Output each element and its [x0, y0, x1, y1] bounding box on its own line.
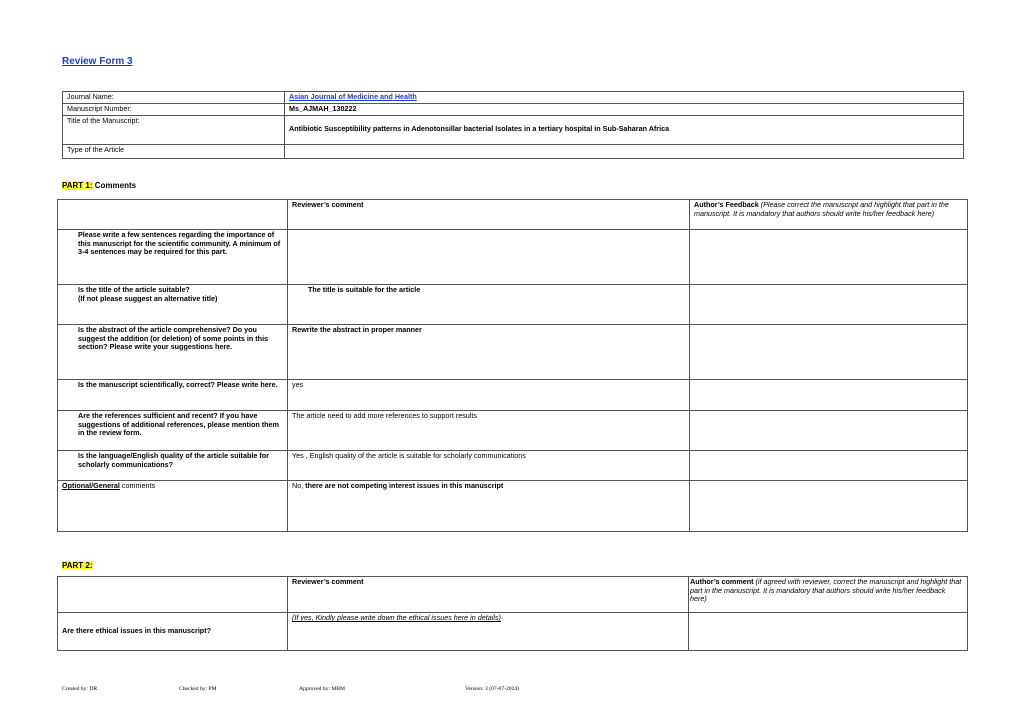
- part1-comments-table: [57, 199, 968, 532]
- ethical-issues-question: Are there ethical issues in this manuscript?: [58, 613, 288, 651]
- optional-comments-label: [58, 481, 288, 532]
- part1-label-highlight: PART 1:: [62, 181, 93, 190]
- author-feedback-scientific[interactable]: [690, 380, 968, 411]
- form-title[interactable]: Review Form 3: [62, 56, 133, 67]
- reviewer-comment-language[interactable]: Yes , English quality of the article is suitable for scholarly communications: [288, 451, 690, 481]
- part2-reviewer-header: Reviewer’s comment: [288, 577, 689, 613]
- manuscript-number-label: Manuscript Number:: [63, 104, 285, 116]
- author-feedback-importance[interactable]: [690, 230, 968, 285]
- part2-author-header-bold: Author’s comment: [690, 577, 754, 586]
- optional-label-bold: Optional/General: [62, 481, 120, 490]
- author-feedback-language[interactable]: [690, 451, 968, 481]
- manuscript-title-value: Antibiotic Susceptibility patterns in Adenotonsillar bacterial Isolates in a tertiary hospital in Sub-Saharan Africa: [285, 116, 964, 145]
- reviewer-comment-abstract[interactable]: Rewrite the abstract in proper manner: [288, 325, 690, 380]
- footer-approved-by: Approved by: MBM: [299, 686, 345, 692]
- optional-comment-bold: there are not competing interest issues in this manuscript: [305, 481, 504, 490]
- part2-author-header: [689, 577, 968, 613]
- question-scientific: Is the manuscript scientifically, correct? Please write here.: [58, 380, 288, 411]
- footer-created-by: Created by: DR: [62, 686, 98, 692]
- author-feedback-abstract[interactable]: [690, 325, 968, 380]
- question-language: Is the language/English quality of the article suitable for scholarly communications?: [58, 451, 288, 481]
- part2-label-highlight: PART 2:: [62, 561, 93, 570]
- part2-author-header-italic: (if agreed with reviewer, correct the manuscript and highlight that part in the manuscript. It is mandatory that authors should write his/her feedback here): [690, 577, 962, 604]
- manuscript-title-label: Title of the Manuscript:: [63, 116, 285, 145]
- article-type-label: Type of the Article: [63, 145, 285, 159]
- reviewer-comment-importance[interactable]: [288, 230, 690, 285]
- manuscript-number-value: Ms_AJMAH_130222: [285, 104, 964, 116]
- journal-info-table: [62, 91, 964, 159]
- footer-version: Version: 3 (07-07-2024): [465, 686, 520, 692]
- article-type-value: [285, 145, 964, 159]
- ethical-issues-author-comment[interactable]: [689, 613, 968, 651]
- question-title: Is the title of the article suitable? (If not please suggest an alternative title): [58, 285, 288, 325]
- part1-corner-cell: [58, 200, 288, 230]
- part1-reviewer-header: Reviewer’s comment: [288, 200, 690, 230]
- journal-name-link[interactable]: Asian Journal of Medicine and Health: [289, 92, 417, 101]
- ethical-issues-reviewer-comment[interactable]: (If yes, Kindly please write down the ethical issues here in details): [288, 613, 689, 651]
- optional-label-rest: comments: [119, 481, 156, 490]
- author-feedback-references[interactable]: [690, 411, 968, 451]
- part1-label: [62, 181, 136, 190]
- part1-label-rest: Comments: [92, 181, 137, 190]
- question-importance: Please write a few sentences regarding the importance of this manuscript for the scientific community. A minimum of 3-4 sentences may be required for this part.: [58, 230, 288, 285]
- footer-checked-by: Checked by: PM: [179, 686, 217, 692]
- part1-author-header-bold: Author’s Feedback: [694, 200, 759, 209]
- part2-label: [62, 555, 93, 573]
- part1-author-header: [690, 200, 968, 230]
- part2-corner-cell: [58, 577, 288, 613]
- part1-author-header-italic: (Please correct the manuscript and highlight that part in the manuscript. It is mandatory that authors should write his/her feedback here): [694, 200, 949, 218]
- question-references: Are the references sufficient and recent? If you have suggestions of additional references, please mention them in the review form.: [58, 411, 288, 451]
- reviewer-comment-scientific[interactable]: yes: [288, 380, 690, 411]
- reviewer-comment-references[interactable]: The article need to add more references to support results: [288, 411, 690, 451]
- optional-comment-pre: No,: [292, 481, 306, 490]
- author-feedback-optional[interactable]: [690, 481, 968, 532]
- reviewer-comment-title[interactable]: The title is suitable for the article: [288, 285, 690, 325]
- author-feedback-title[interactable]: [690, 285, 968, 325]
- part2-ethics-table: [57, 576, 968, 651]
- reviewer-comment-optional[interactable]: [288, 481, 690, 532]
- journal-name-label: Journal Name:: [63, 92, 285, 104]
- question-abstract: Is the abstract of the article comprehensive? Do you suggest the addition (or deletion) of some points in this section? Please write your suggestions here.: [58, 325, 288, 380]
